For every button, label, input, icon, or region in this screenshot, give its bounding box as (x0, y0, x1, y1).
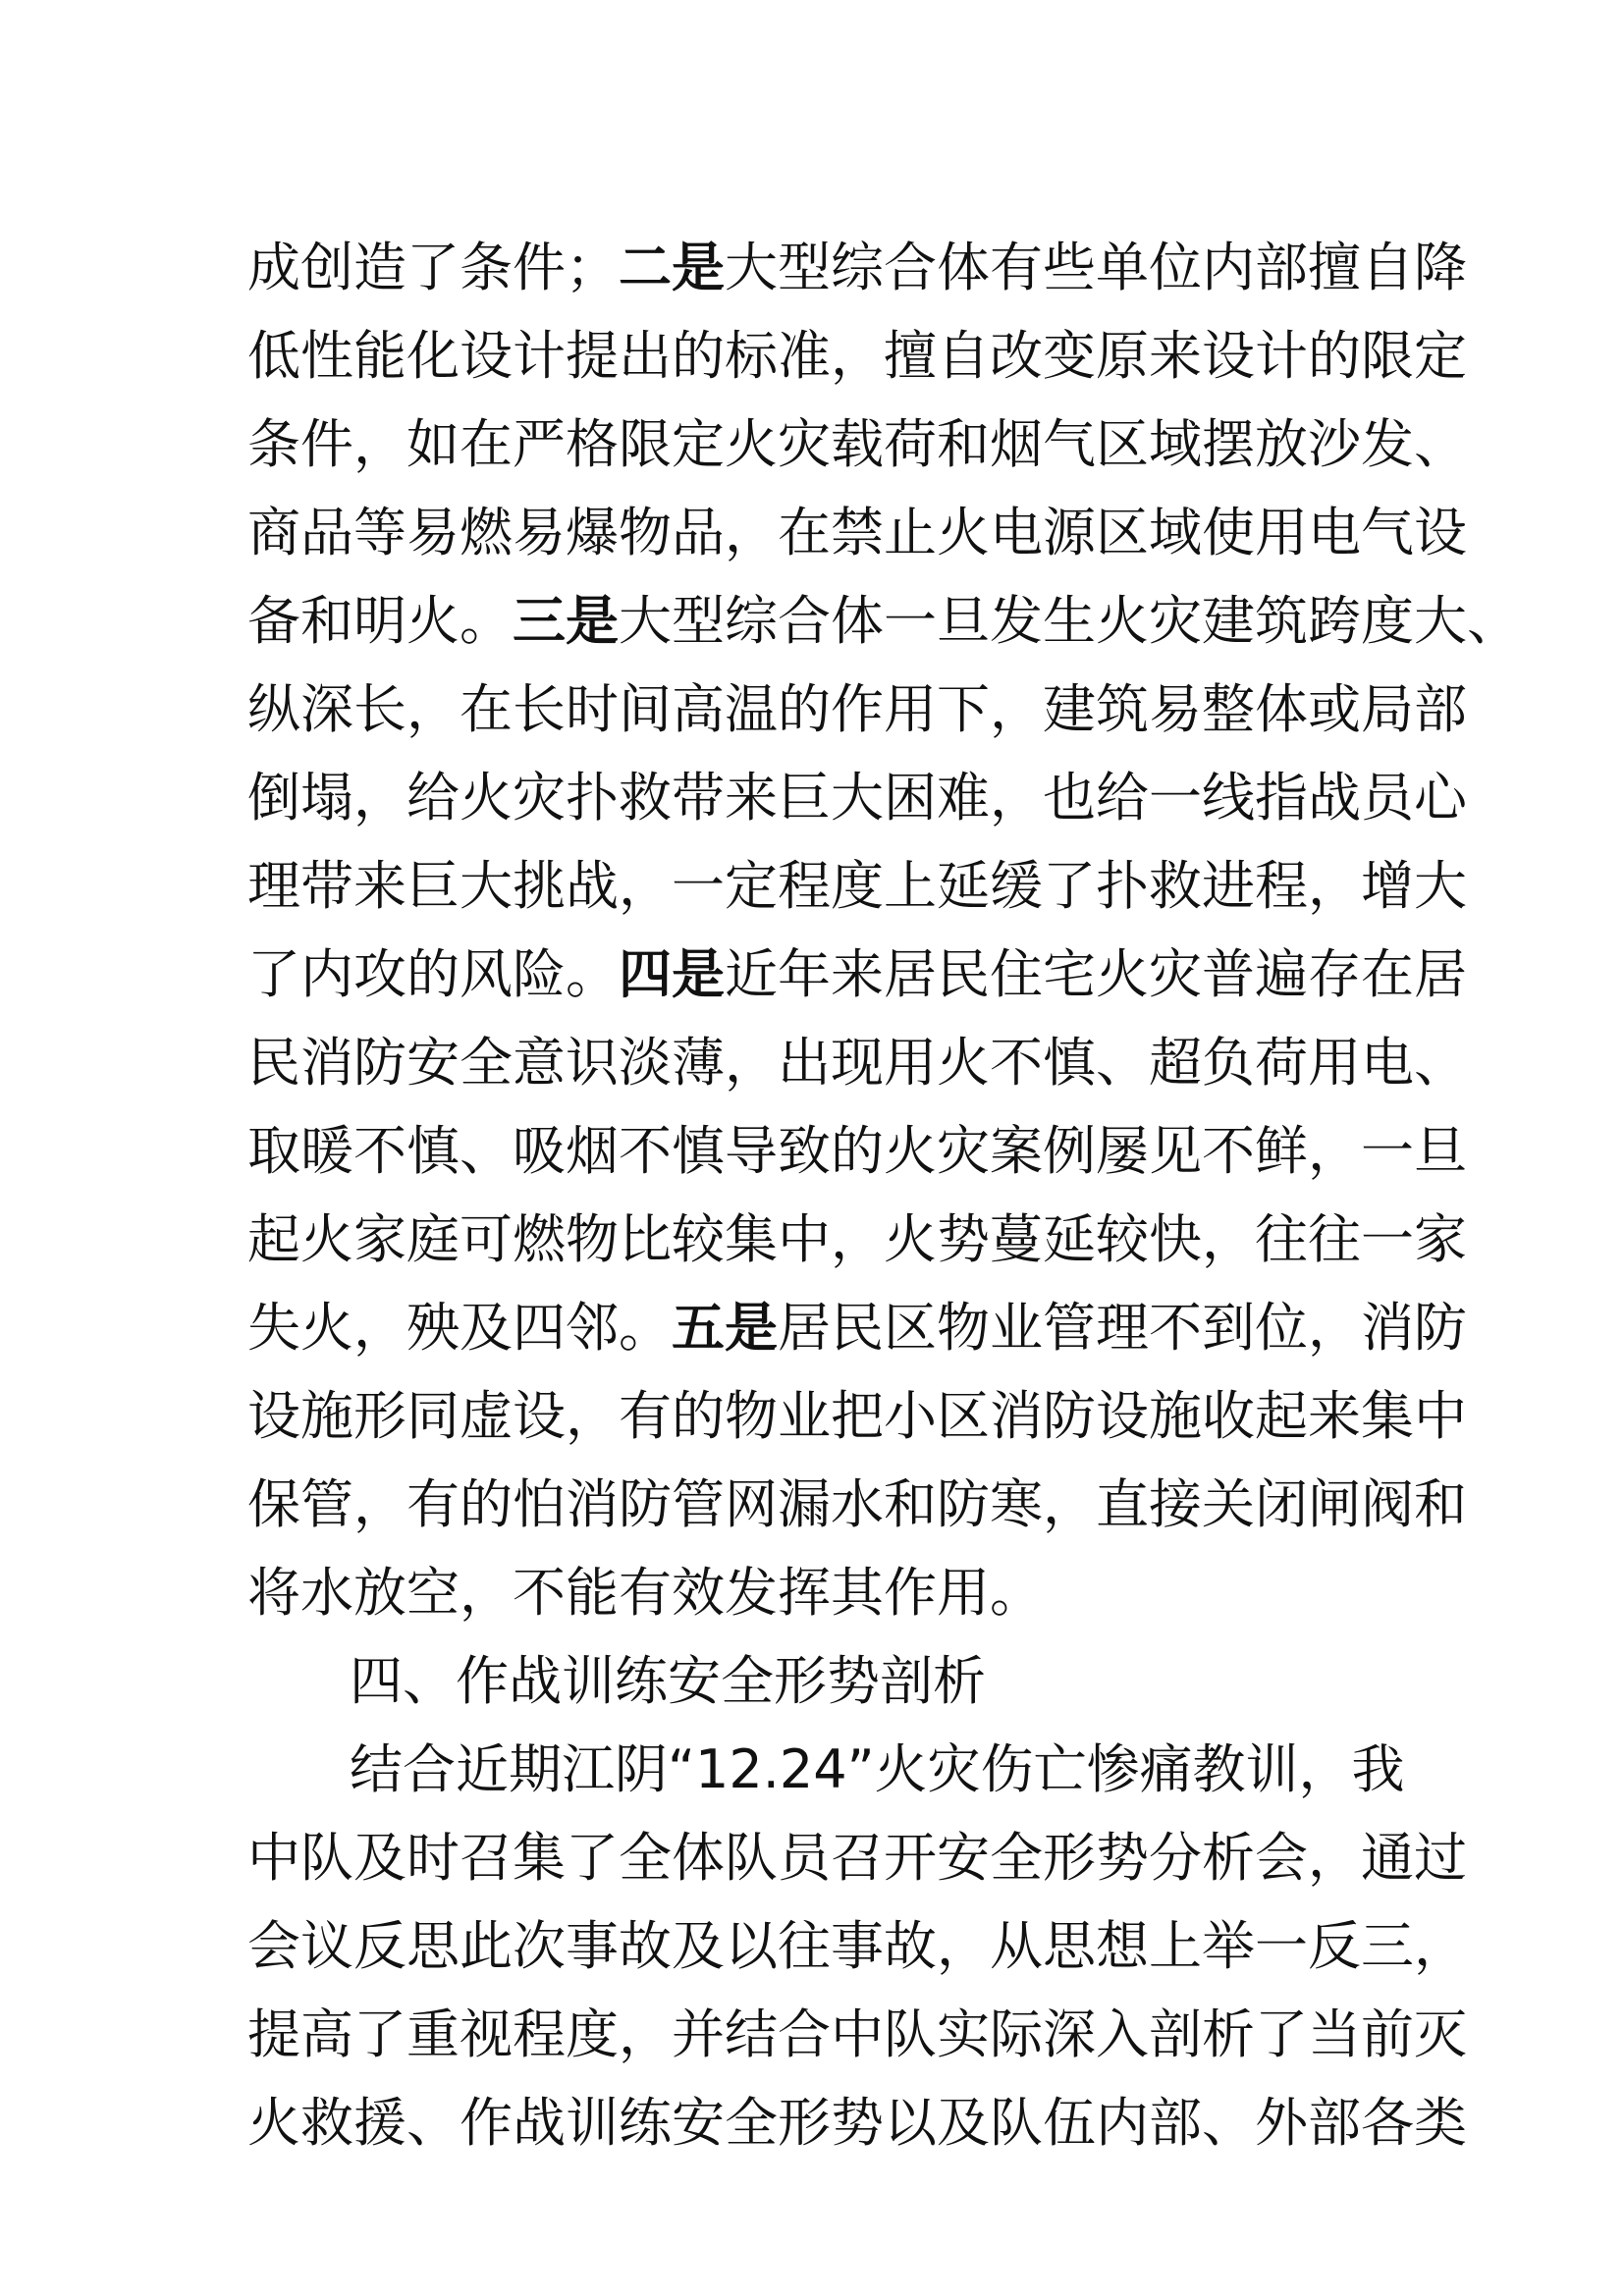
text-segment: 中队及时召集了全体队员召开安全形势分析会，通过 (247, 1827, 1467, 1889)
text-segment: 了内攻的风险。 (247, 943, 619, 1005)
text-segment: 设施形同虚设，有的物业把小区消防设施收起来集中 (247, 1385, 1467, 1447)
text-line (247, 754, 1467, 842)
text-line (247, 842, 1467, 931)
text-segment: 失火，殃及四邻。 (247, 1297, 672, 1359)
text-line (247, 312, 1467, 400)
text-segment: 四、作战训练安全形势剖析 (350, 1650, 986, 1712)
text-line (247, 1991, 1467, 2079)
bold-keyword: 四是 (619, 943, 725, 1005)
text-segment: 大型综合体一旦发生火灾建筑跨度大、 (619, 590, 1520, 652)
bold-keyword: 二是 (619, 237, 725, 298)
text-segment: 理带来巨大挑战，一定程度上延缓了扑救进程，增大 (247, 855, 1467, 917)
text-line (247, 489, 1467, 577)
text-line (247, 224, 1467, 312)
text-line (247, 1461, 1467, 1549)
body-text (247, 224, 1520, 2167)
text-segment: 火救援、作战训练安全形势以及队伍内部、外部各类 (247, 2092, 1467, 2154)
text-line (247, 1019, 1467, 1107)
text-segment: 备和明火。 (247, 590, 513, 652)
text-segment: 居民区物业管理不到位，消防 (778, 1297, 1467, 1359)
text-line (247, 1372, 1467, 1461)
text-segment: 提高了重视程度，并结合中队实际深入剖析了当前灭 (247, 2003, 1467, 2065)
text-segment: 纵深长，在长时间高温的作用下，建筑易整体或局部 (247, 678, 1467, 740)
text-line (247, 400, 1467, 489)
text-line (247, 2079, 1467, 2167)
text-line (247, 1549, 1406, 1637)
text-segment: 民消防安全意识淡薄，出现用火不慎、超负荷用电、 (247, 1032, 1467, 1094)
text-segment: 会议反思此次事故及以往事故，从思想上举一反三， (247, 1915, 1467, 1977)
text-line (247, 666, 1467, 754)
text-segment: 近年来居民住宅火灾普遍存在居 (725, 943, 1467, 1005)
text-segment: 保管，有的怕消防管网漏水和防寒，直接关闭闸阀和 (247, 1473, 1467, 1535)
text-segment: 取暖不慎、吸烟不慎导致的火灾案例屡见不鲜，一旦 (247, 1120, 1467, 1182)
text-line (247, 1637, 1406, 1726)
text-line (247, 1902, 1467, 1991)
bold-keyword: 五是 (672, 1297, 778, 1359)
text-line (247, 931, 1467, 1019)
text-segment: 起火家庭可燃物比较集中，火势蔓延较快，往往一家 (247, 1208, 1467, 1270)
text-line (247, 1814, 1467, 1902)
text-segment: 条件，如在严格限定火灾载荷和烟气区域摆放沙发、 (247, 413, 1467, 475)
text-line (247, 577, 1520, 666)
text-segment: 大型综合体有些单位内部擅自降 (725, 237, 1467, 298)
text-line (247, 1726, 1406, 1814)
text-line (247, 1284, 1467, 1372)
text-segment: 倒塌，给火灾扑救带来巨大困难，也给一线指战员心 (247, 767, 1467, 828)
text-line (247, 1107, 1467, 1196)
text-segment: 将水放空，不能有效发挥其作用。 (247, 1562, 1043, 1624)
text-segment: 结合近期江阴“12.24”火灾伤亡惨痛教训，我 (350, 1738, 1405, 1800)
text-line (247, 1196, 1467, 1284)
bold-keyword: 三是 (513, 590, 619, 652)
text-segment: 低性能化设计提出的标准，擅自改变原来设计的限定 (247, 325, 1467, 387)
text-segment: 成创造了条件； (247, 237, 619, 298)
text-segment: 商品等易燃易爆物品，在禁止火电源区域使用电气设 (247, 502, 1467, 563)
